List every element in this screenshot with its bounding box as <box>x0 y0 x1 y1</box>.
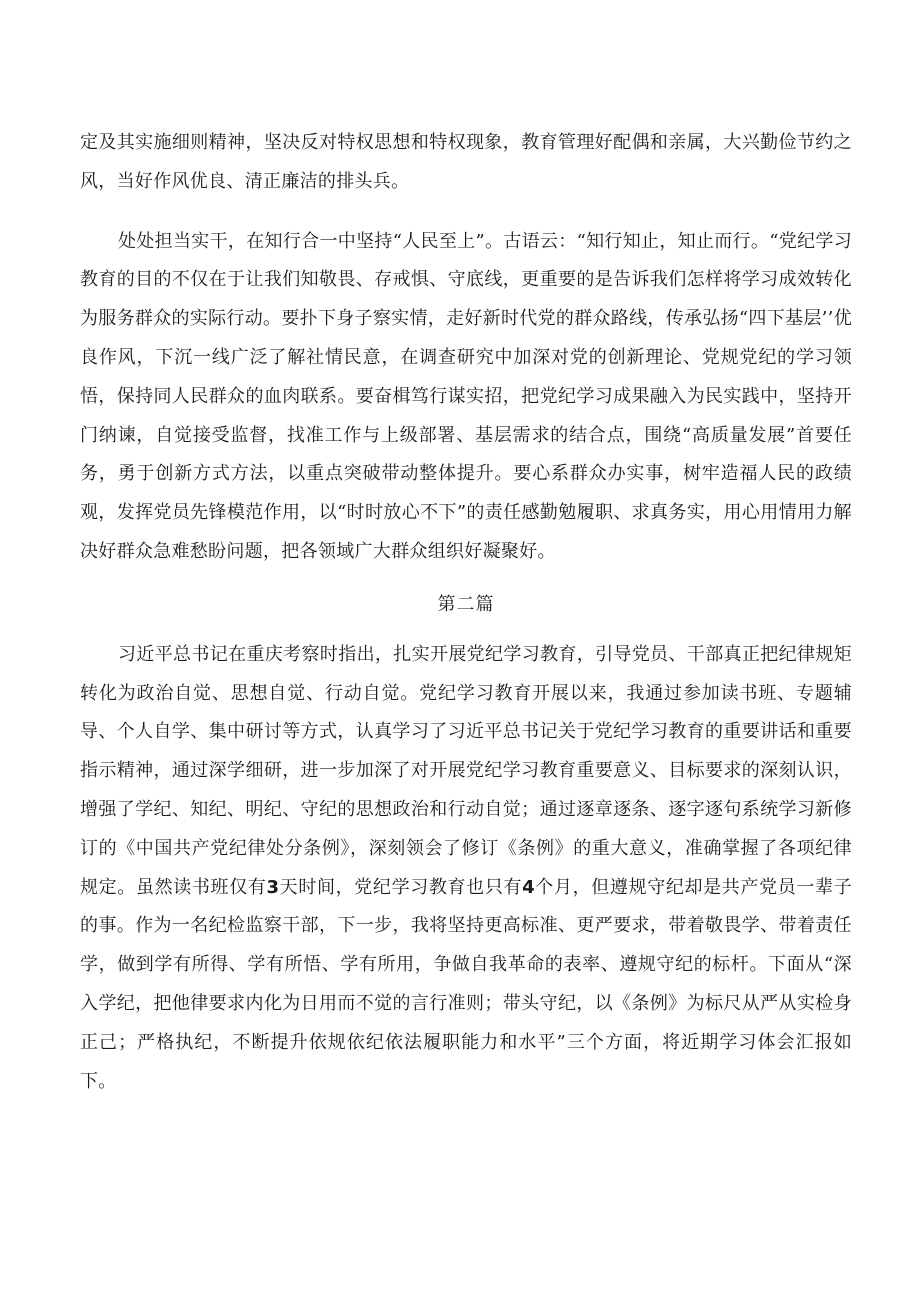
section-title: 第二篇 <box>437 593 495 615</box>
number-months: 4 <box>522 876 535 898</box>
paragraph-practice: 处处担当实干，在知行合一中坚持“人民至上”。古语云：“知行知止，知止而行。“党纪学习教育的目的不仅在于让我们知敬畏、存戒惧、守底线，更重要的是告诉我们怎样将学习成效转化为服务群众的实际行动。要扑下身子察实情，走好新时代党的群众路线，传承弘扬“四下基层’’优良作风，下沉一线广泛了解社情民意，在调查研究中加深对党的创新理论、党规党纪的学习领悟，保持同人民群众的血肉联系。要奋楫笃行谋实招，把党纪学习成果融入为民实践中，坚持开门纳谏，自觉接受监督，找准工作与上级部署、基层需求的结合点，围绕“高质量发展”首要任务，勇于创新方式方法，以重点突破带动整体提升。要心系群众办实事，树牢造福人民的政绩观，发挥党员先锋模范作用，以“时时放心不下”的责任感勤勉履职、求真务实，用心用情用力解决好群众急难愁盼问题，把各领域广大群众组织好凝聚好。 <box>80 230 852 562</box>
document-body <box>80 124 852 1101</box>
number-days: 3 <box>266 876 280 898</box>
paragraph-text-part: 天时间，党纪学习教育也只有 <box>279 876 523 898</box>
paragraph-continuation: 定及其实施细则精神，坚决反对特权思想和特权现象，教育管理好配偶和亲属，大兴勤俭节约之风，当好作风优良、清正廉洁的排头兵。 <box>80 132 852 192</box>
paragraph-text-part: 个月，但遵规守纪却是共产党员一辈子的事。作为一名纪检监察干部，下一步，我将坚持更高标准、更严要求，带着敬畏学、带着责任学，做到学有所得、学有所悟、学有所用，争做自我革命的表率、遵规守纪的标杆。下面从“深入学纪，把他律要求内化为日用而不觉的言行准则；带头守纪，以《条例》为标尺从严从实检身正己；严格执纪，不断提升依规依纪依法履职能力和水平”三个方面，将近期学习体会汇报如下。 <box>80 876 852 1092</box>
paragraph-intro <box>80 636 852 1102</box>
paragraph-text-part: 习近平总书记在重庆考察时指出，扎实开展党纪学习教育，引导党员、干部真正把纪律规矩转化为政治自觉、思想自觉、行动自觉。党纪学习教育开展以来，我通过参加读书班、专题辅导、个人自学、集中研讨等方式，认真学习了习近平总书记关于党纪学习教育的重要讲话和重要指示精神，通过深学细研，进一步加深了对开展党纪学习教育重要意义、目标要求的深刻认识，增强了学纪、知纪、明纪、守纪的思想政治和行动自觉；通过逐章逐条、逐字逐句系统学习新修订的《中国共产党纪律处分条例》，深刻领会了修订《条例》的重大意义，准确掌握了各项纪律规定。虽然读书班仅有 <box>80 643 852 898</box>
